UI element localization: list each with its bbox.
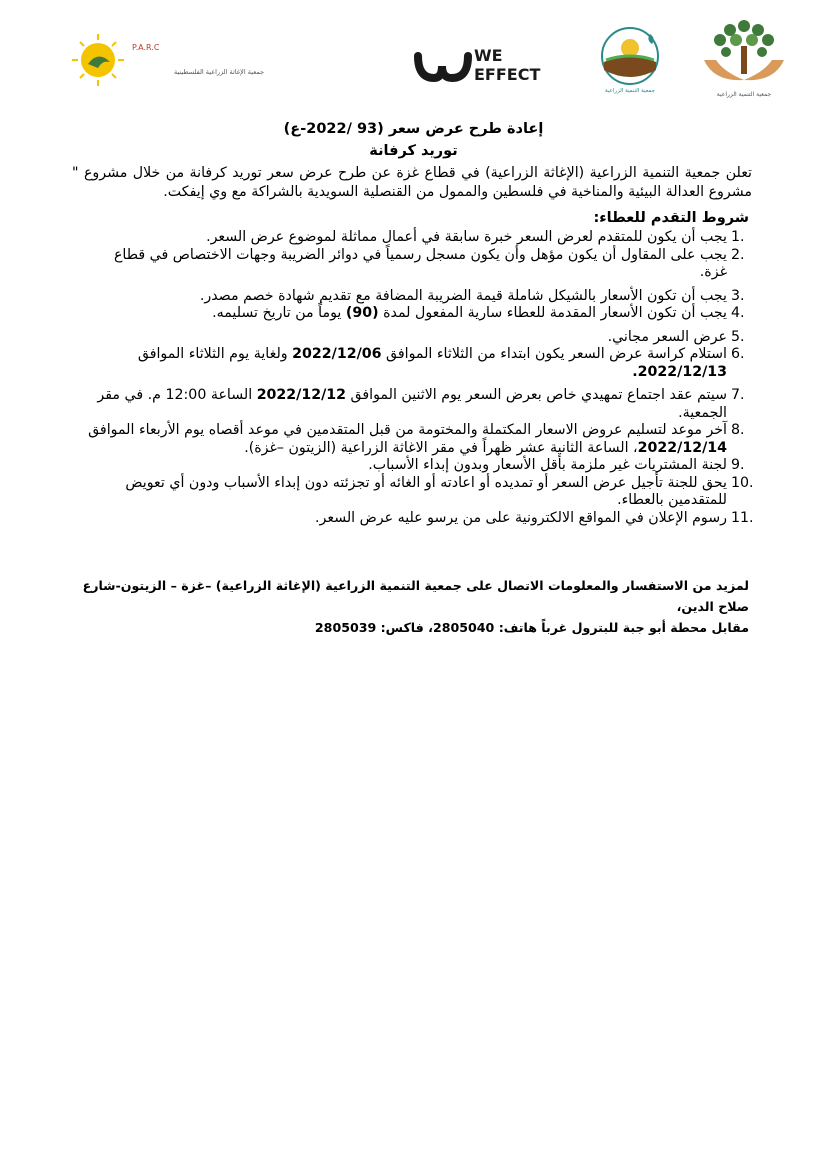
pardc-logo [58, 30, 265, 94]
conditions-list [87, 229, 754, 527]
end-date: 2022/12/13 [637, 363, 727, 380]
list-item [87, 229, 745, 247]
pardc-acronym: P.A.R.C [132, 43, 160, 52]
item-text: يوماً من تاريخ تسليمه. [212, 305, 346, 321]
intro-paragraph: تعلن جمعية التنمية الزراعية (الإغاثة الزراعية) في قطاع غزة عن طرح عرض سعر توريد كرفانة من خلال مشروع " مشروع العدالة البيئية والمناخية في فلسطين والممول من القنصلية السويدية بالشراكة مع وي إيفكت. [72, 165, 752, 200]
list-item [87, 346, 745, 381]
deadline-date: 2022/12/14 [637, 439, 727, 456]
pardc-name: جمعية الإغاثة الزراعية الفلسطينية [174, 68, 265, 76]
document-subtitle: توريد كرفانة [369, 143, 458, 159]
item-number: 5. [731, 328, 745, 345]
document-title: إعادة طرح عرض سعر (93 /2022-ع) [283, 121, 544, 137]
list-item [87, 328, 745, 347]
item-text: يجب أن يكون للمتقدم لعرض السعر خبرة سابقة في أعمال مماثلة لموضوع عرض السعر. [206, 229, 727, 245]
item-text: رسوم الإعلان في المواقع الالكترونية على من يرسو عليه عرض السعر. [315, 509, 727, 526]
item-number: 9. [731, 457, 745, 473]
item-text: سيتم عقد اجتماع تمهيدي خاص بعرض السعر يوم الاثنين الموافق [346, 387, 727, 403]
item-number: 2. [731, 246, 745, 263]
meeting-date: 2022/12/12 [256, 387, 347, 403]
effect-text: EFFECT [474, 65, 541, 84]
we-text: WE [474, 46, 503, 65]
we-effect-mark-icon [418, 56, 468, 78]
list-item [87, 387, 745, 422]
start-date: 2022/12/06 [292, 346, 382, 362]
item-text: استلام كراسة عرض السعر يكون ابتداء من الثلاثاء الموافق [381, 346, 727, 362]
item-text: . [632, 363, 638, 380]
list-item [87, 246, 745, 282]
tree-hands-icon [704, 20, 784, 80]
list-item [87, 287, 745, 306]
item-text: ، الساعة الثانية عشر ظهراً في مقر الاغاثة الزراعية (الزيتون –غزة). [244, 439, 638, 456]
item-text: ولغاية يوم الثلاثاء الموافق [137, 346, 293, 362]
item-text: لجنة المشتريات غير ملزمة بأقل الأسعار وبدون إبداء الأسباب. [368, 457, 727, 473]
item-text: الساعة 12:00 م. في مقر الجمعية. [97, 387, 727, 421]
item-number: 3. [731, 287, 745, 304]
list-item [87, 305, 745, 323]
item-number: 7. [731, 387, 745, 403]
item-text: آخر موعد لتسليم عروض الاسعار المكتملة والمختومة من قبل المتقدمين في موعد أقصاه يوم الأربعاء الموافق [88, 422, 727, 438]
badge-caption: جمعية التنمية الزراعية [605, 88, 655, 94]
list-item [87, 457, 745, 475]
contact-line: مقابل محطة أبو جبة للبترول غرباً هاتف: 2805040، فاكس: 2805039 [314, 620, 749, 635]
conditions-heading: شروط التقدم للعطاء: [593, 210, 749, 226]
item-number: 4. [731, 305, 745, 321]
tree-caption: جمعية التنمية الزراعية [716, 91, 772, 98]
badge-logo [584, 24, 676, 94]
item-number: 6. [731, 346, 745, 362]
item-number: 8. [731, 422, 745, 438]
landscape-badge-icon [602, 28, 658, 84]
tree-logo [690, 16, 798, 102]
item-text: يجب على المقاول أن يكون مؤهل وأن يكون مسجل رسمياً في دوائر الضريبة وجهات الاختصاص في قطاع غزة. [113, 246, 727, 280]
item-number: 10. [731, 474, 754, 491]
item-number: 11. [731, 509, 754, 526]
item-text: عرض السعر مجاني. [607, 328, 727, 345]
list-item [87, 474, 754, 510]
we-effect-logo [412, 40, 574, 86]
item-text: يحق للجنة تأجيل عرض السعر أو تمديده أو اعادته أو الغائه أو تجزئته دون إبداء الأسباب ودون أي تعويض للمتقدمين بالعطاء. [125, 474, 727, 508]
item-text: يجب أن تكون الأسعار المقدمة للعطاء سارية المفعول لمدة [378, 305, 727, 321]
sun-icon [72, 34, 124, 86]
list-item [87, 509, 754, 528]
list-item [87, 422, 745, 457]
contact-footer [69, 575, 749, 638]
validity-days: (90) [345, 305, 379, 321]
item-text: يجب أن تكون الأسعار بالشيكل شاملة قيمة الضريبة المضافة مع تقديم شهادة خصم مصدر. [199, 287, 727, 304]
item-number: 1. [731, 229, 745, 245]
contact-line: لمزيد من الاستفسار والمعلومات الاتصال على جمعية التنمية الزراعية (الإغاثة الزراعية) –غزة – الزيتون-شارع صلاح الدين، [82, 578, 749, 614]
